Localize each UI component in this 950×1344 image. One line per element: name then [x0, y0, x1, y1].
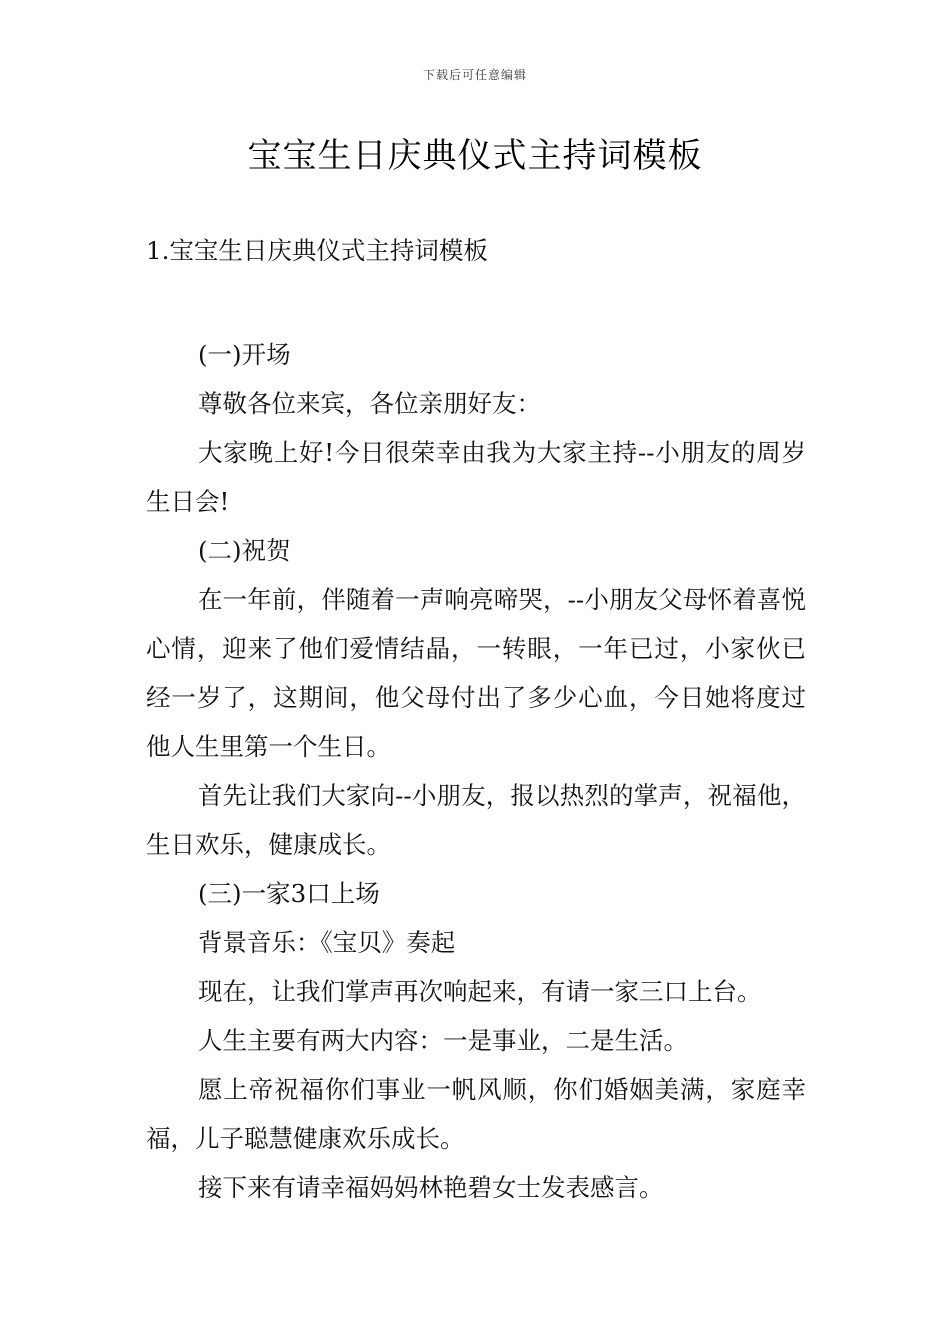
paragraph: 人生主要有两大内容：一是事业，二是生活。 — [198, 1026, 688, 1055]
subheading-family-entrance: (三)一家3口上场 — [198, 879, 380, 908]
subheading-congratulation: (二)祝贺 — [198, 536, 291, 565]
paragraph: 首先让我们大家向--小朋友，报以热烈的掌声，祝福他，生日欢乐，健康成长。 — [146, 781, 806, 859]
paragraph: 尊敬各位来宾，各位亲朋好友： — [198, 389, 541, 418]
document-title: 宝宝生日庆典仪式主持词模板 — [247, 136, 703, 176]
document-body — [146, 226, 806, 1212]
header-note: 下载后可任意编辑 — [422, 68, 527, 82]
paragraph: 接下来有请幸福妈妈林艳碧女士发表感言。 — [198, 1173, 664, 1202]
paragraph: 愿上帝祝福你们事业一帆风顺，你们婚姻美满，家庭幸福，儿子聪慧健康欢乐成长。 — [146, 1075, 806, 1153]
section-heading: 1.宝宝生日庆典仪式主持词模板 — [146, 236, 488, 265]
subheading-opening: (一)开场 — [198, 340, 291, 369]
paragraph: 大家晚上好!今日很荣幸由我为大家主持--小朋友的周岁生日会! — [146, 438, 806, 516]
paragraph: 在一年前，伴随着一声响亮啼哭，--小朋友父母怀着喜悦心情，迎来了他们爱情结晶，一转眼，一年已过，小家伙已经一岁了，这期间，他父母付出了多少心血，今日她将度过他人生里第一个生日。 — [146, 585, 806, 761]
paragraph: 背景音乐：《宝贝》奏起 — [198, 928, 456, 957]
paragraph: 现在，让我们掌声再次响起来，有请一家三口上台。 — [198, 977, 762, 1006]
